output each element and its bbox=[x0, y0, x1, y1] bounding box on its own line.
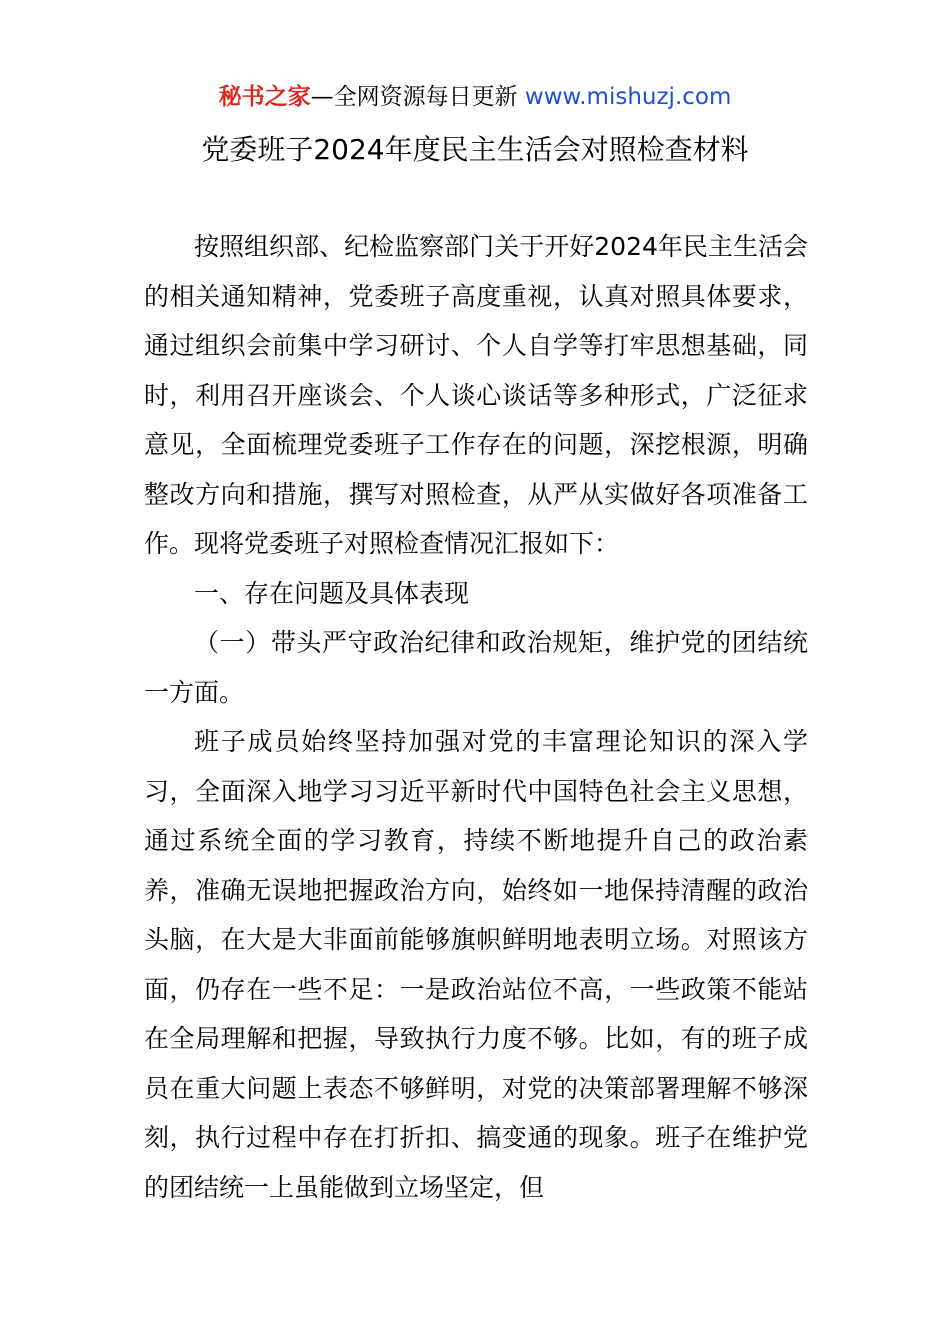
section-heading: 一、存在问题及具体表现 bbox=[194, 578, 470, 608]
intro-paragraph: 按照组织部、纪检监察部门关于开好2024年民主生活会的相关通知精神，党委班子高度重视，认真对照具体要求，通过组织会前集中学习研讨、个人自学等打牢思想基础，同时，利用召开座谈会、个人谈心谈话等多种形式，广泛征求意见，全面梳理党委班子工作存在的问题，深挖根源，明确整改方向和措施，撰写对照检查，从严从实做好各项准备工作。现将党委班子对照检查情况汇报如下： bbox=[144, 232, 808, 558]
site-tagline: —全网资源每日更新 bbox=[310, 84, 518, 110]
site-brand: 秘书之家 bbox=[218, 84, 311, 110]
subsection-heading: （一）带头严守政治纪律和政治规矩，维护党的团结统一方面。 bbox=[144, 628, 808, 707]
site-url-link[interactable]: www.mishuzj.com bbox=[524, 84, 732, 110]
site-header bbox=[0, 80, 950, 114]
document-body bbox=[144, 222, 808, 1212]
document-title: 党委班子2024年度民主生活会对照检查材料 bbox=[201, 133, 749, 166]
body-paragraph: 班子成员始终坚持加强对党的丰富理论知识的深入学习，全面深入地学习习近平新时代中国特色社会主义思想，通过系统全面的学习教育，持续不断地提升自己的政治素养，准确无误地把握政治方向，始终如一地保持清醒的政治头脑，在大是大非面前能够旗帜鲜明地表明立场。对照该方面，仍存在一些不足：一是政治站位不高，一些政策不能站在全局理解和把握，导致执行力度不够。比如，有的班子成员在重大问题上表态不够鲜明，对党的决策部署理解不够深刻，执行过程中存在打折扣、搞变通的现象。班子在维护党的团结统一上虽能做到立场坚定，但 bbox=[144, 727, 808, 1202]
